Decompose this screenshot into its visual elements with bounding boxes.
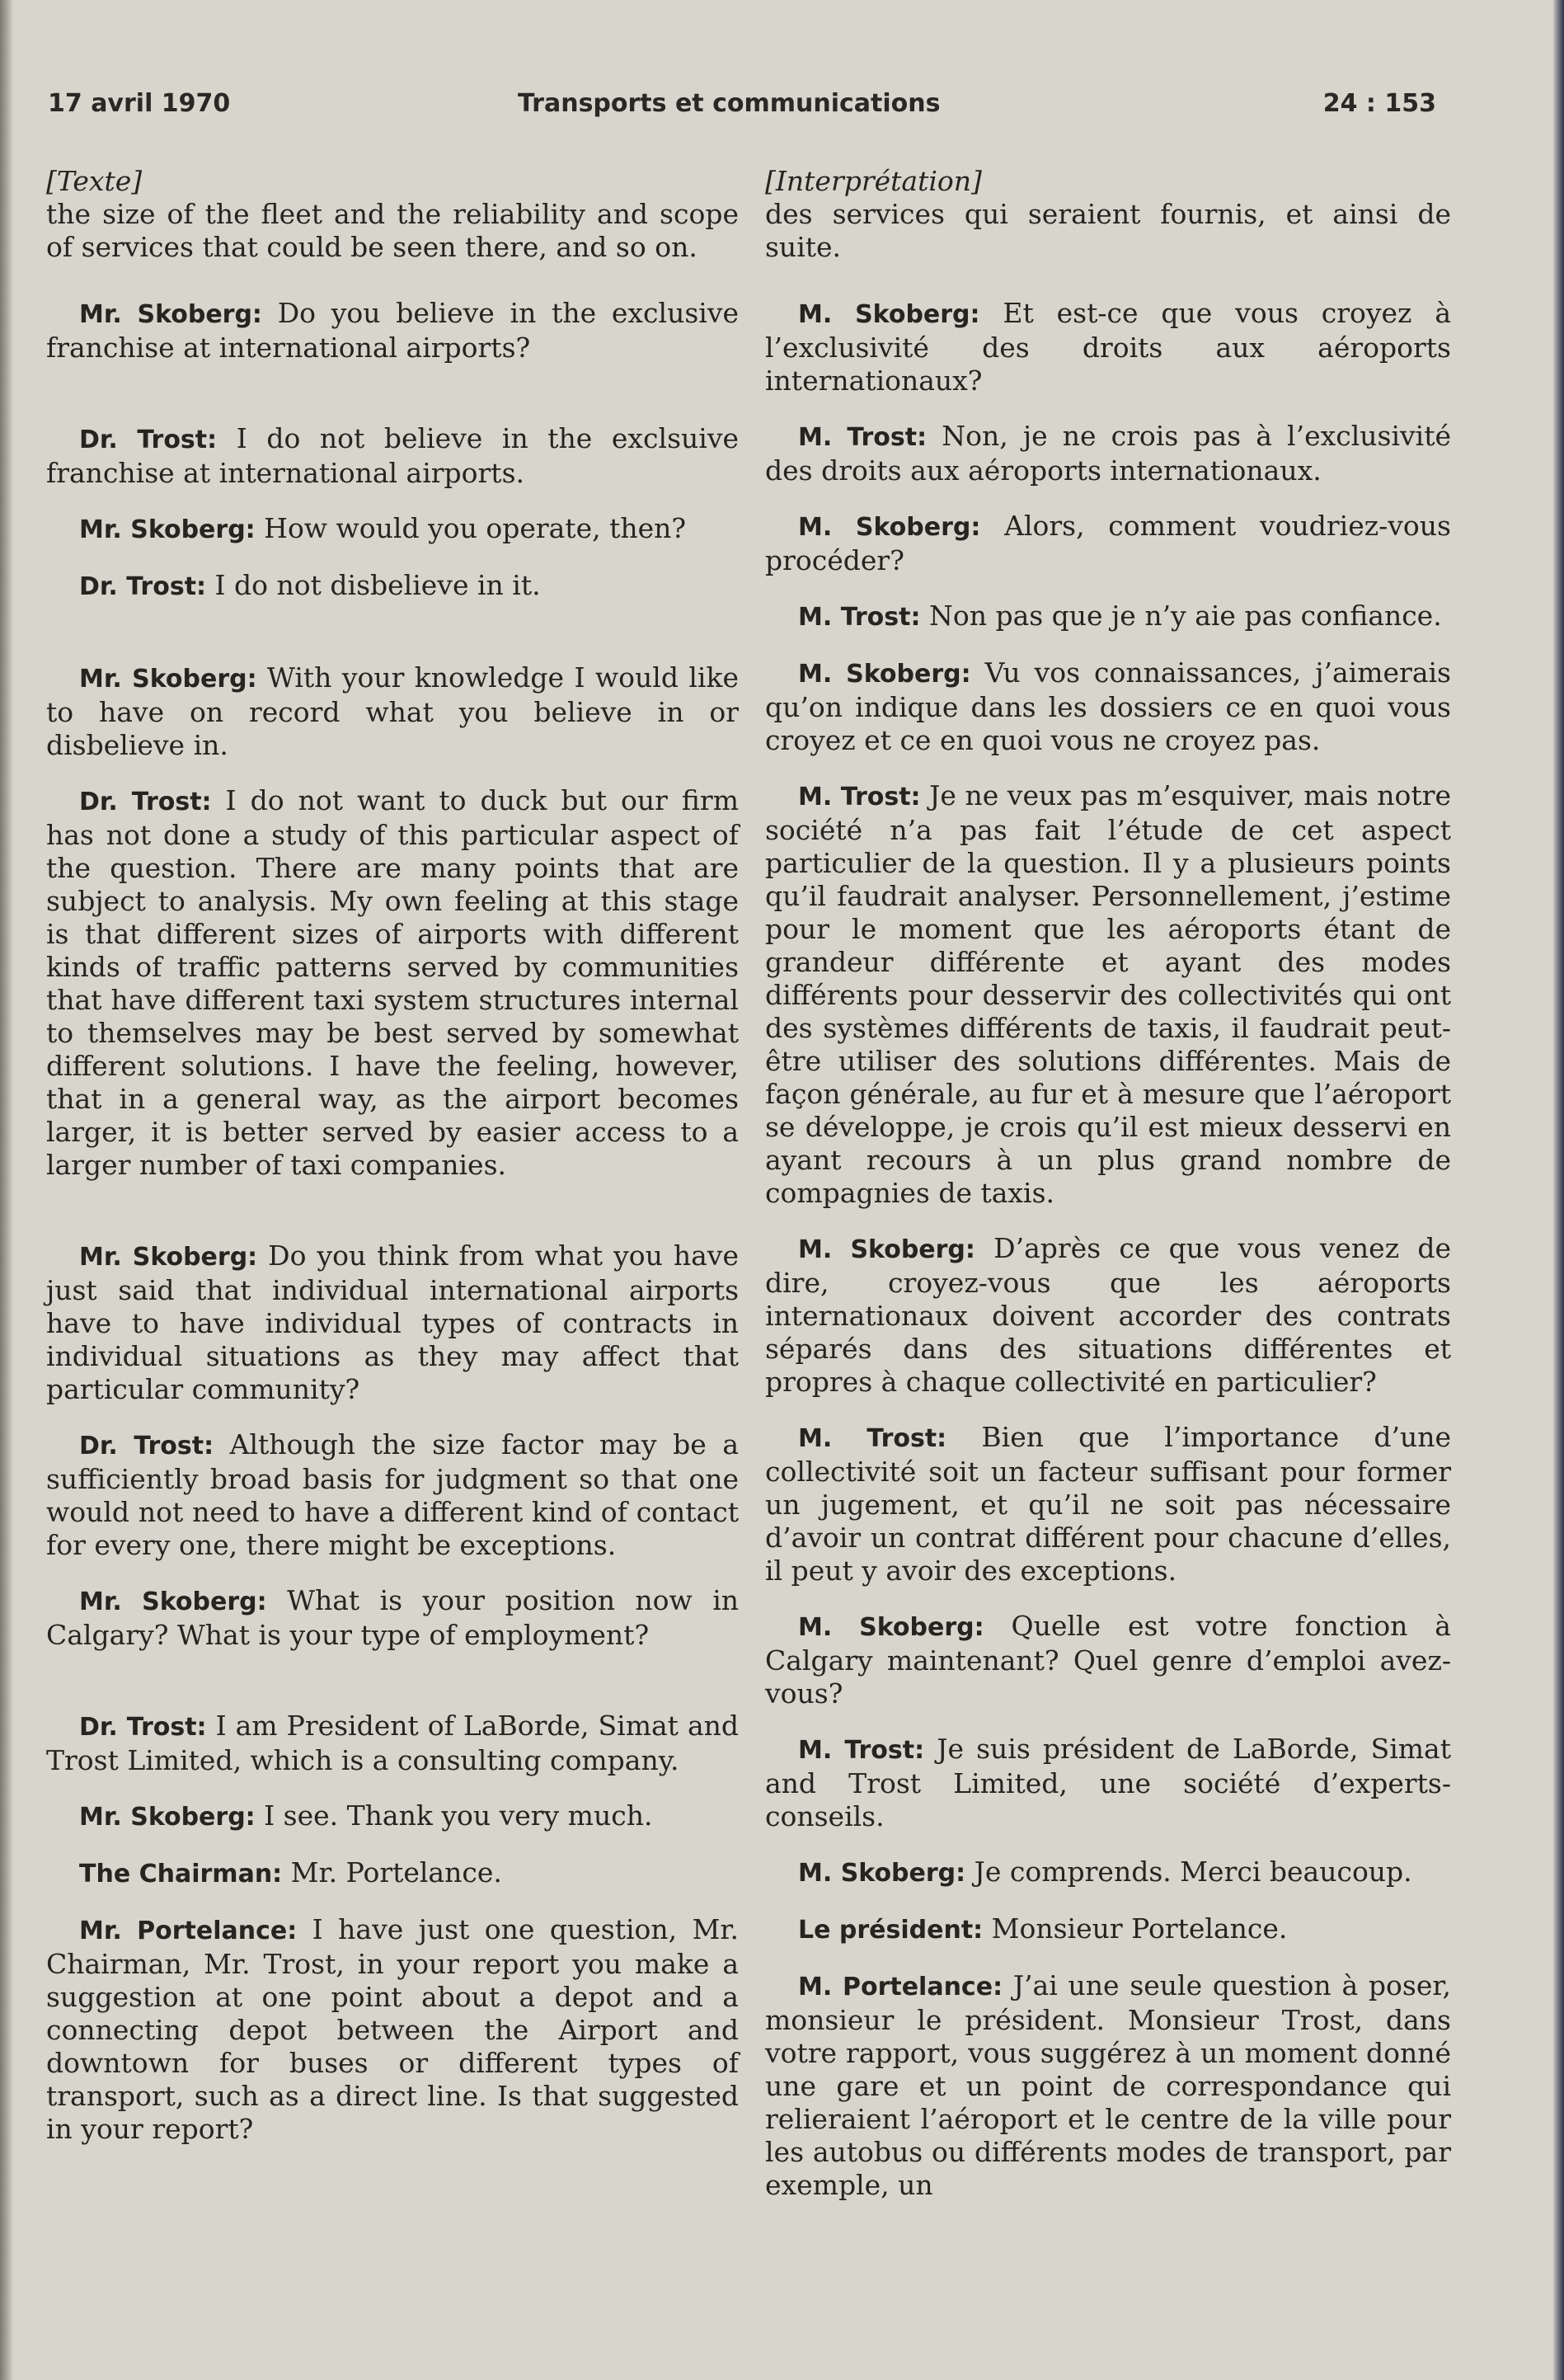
paragraph-text: D’après ce que vous venez de dire, croyez-vous que les aéroports internationaux doivent accorder des contrats séparés dans des situations différentes et propres à chaque collectivité en particulier? — [765, 1232, 1451, 1398]
speaker-name: Dr. Trost: — [79, 788, 212, 816]
paragraph-text: What is your position now in Calgary? What is your type of employment? — [46, 1584, 739, 1651]
paragraph-text: I do not believe in the exclsuive franchise at international airports. — [46, 422, 739, 489]
speaker-name: Le président: — [798, 1916, 984, 1945]
speaker-name: M. Skoberg: — [798, 300, 980, 329]
speaker-name: M. Trost: — [798, 1736, 925, 1765]
paragraph-text: Je suis président de LaBorde, Simat and Trost Limited, une société d’experts-conseils. — [765, 1733, 1451, 1832]
speaker-name: Mr. Skoberg: — [79, 1803, 256, 1832]
paragraph — [46, 1584, 739, 1652]
paragraph — [46, 1710, 739, 1777]
paragraph-text: Vu vos connaissances, j’aimerais qu’on indique dans les dossiers ce en quoi vous croyez et ce en quoi vous ne croyez pas. — [765, 656, 1451, 756]
paragraph-text: des services qui seraient fournis, et ainsi de suite. — [765, 198, 1451, 263]
page-header — [48, 89, 1436, 130]
paragraph — [46, 784, 739, 1182]
paragraph-text: J’ai une seule question à poser, monsieur le président. Monsieur Trost, dans votre rapport, vous suggérez à un moment donné une gare et un point de correspondance qui relieraient l’aéroport et le centre de la ville pour les autobus ou différents modes de transport, par exemple, un — [765, 1969, 1451, 2201]
paragraph-text: I do not disbelieve in it. — [206, 569, 541, 601]
paragraph — [46, 1799, 739, 1834]
paragraph — [765, 1912, 1451, 1947]
paragraph-text: Bien que l’importance d’une collectivité soit un facteur suffisant pour former un jugement, et qu’il ne soit pas nécessaire d’avoir un contrat différent pour chacune d’elles, il peut y avoir des exceptions. — [765, 1421, 1451, 1587]
speaker-name: M. Portelance: — [798, 1973, 1003, 2001]
speaker-name: M. Trost: — [798, 1424, 947, 1453]
french-column — [765, 165, 1451, 2224]
paragraph-text: I do not want to duck but our firm has not done a study of this particular aspect of the question. There are many points that are subject to analysis. My own feeling at this stage is that different sizes of airports with different kinds of traffic patterns served by communities that have different taxi system structures internal to themselves may be best served by somewhat different solutions. I have the feeling, however, that in a general way, as the airport becomes larger, it is better served by easier access to a larger number of taxi companies. — [46, 784, 739, 1181]
speaker-name: Dr. Trost: — [79, 572, 207, 601]
paragraph-text: Et est-ce que vous croyez à l’exclusivité des droits aux aéroports internationaux? — [765, 297, 1451, 397]
header-date: 17 avril 1970 — [48, 89, 231, 118]
header-page-number: 24 : 153 — [1322, 89, 1436, 118]
paragraph — [46, 661, 739, 762]
paragraph-text: Alors, comment voudriez-vous procéder? — [765, 510, 1451, 576]
speaker-name: M. Skoberg: — [798, 1859, 966, 1888]
header-title: Transports et communications — [518, 89, 941, 118]
paragraph — [46, 297, 739, 365]
paragraph — [765, 198, 1451, 264]
paragraph — [765, 1856, 1451, 1890]
speaker-name: Mr. Skoberg: — [79, 665, 257, 694]
paragraph-text: the size of the fleet and the reliability and scope of services that could be seen there, and so on. — [46, 198, 739, 263]
paragraph — [765, 1610, 1451, 1710]
speaker-name: Mr. Skoberg: — [79, 515, 256, 544]
speaker-name: Dr. Trost: — [79, 1432, 214, 1460]
paragraph-text: Do you think from what you have just said that individual international airports have to have individual types of contracts in individual situations as they may affect that particular community? — [46, 1239, 739, 1405]
paragraph-text: Do you believe in the exclusive franchise at international airports? — [46, 297, 739, 364]
paragraph-text: Quelle est votre fonction à Calgary maintenant? Quel genre d’emploi avez-vous? — [765, 1610, 1451, 1710]
paragraph-text: Non pas que je n’y aie pas confiance. — [920, 600, 1442, 632]
paragraph-text: How would you operate, then? — [255, 512, 687, 544]
paragraph-text: Je ne veux pas m’esquiver, mais notre société n’a pas fait l’étude de cet aspect particulier de la question. Il y a plusieurs points qu’il faudrait analyser. Personnellement, j’estime pour le moment que les aéroports étant de grandeur différente et ayant des modes différents pour desservir des collectivités qui ont des systèmes différents de taxis, il faudrait peut-être utiliser des solutions différentes. Mais de façon générale, au fur et à mesure que l’aéroport se développe, je crois qu’il est mieux desservi en ayant recours à un plus grand nombre de compagnies de taxis. — [765, 779, 1451, 1209]
paragraph-text: Mr. Portelance. — [282, 1856, 502, 1888]
paragraph-text: I see. Thank you very much. — [255, 1799, 653, 1832]
paragraph-text: Although the size factor may be a sufficiently broad basis for judgment so that one would not need to have a different kind of contact for every one, there might be exceptions. — [46, 1428, 739, 1561]
paragraph — [46, 1428, 739, 1562]
paragraph-text: Monsieur Portelance. — [983, 1912, 1288, 1945]
speaker-name: M. Trost: — [798, 783, 921, 811]
speaker-name: The Chairman: — [79, 1860, 283, 1888]
paragraph — [765, 1969, 1451, 2202]
paragraph — [765, 1733, 1451, 1833]
paragraph — [765, 779, 1451, 1210]
paragraph — [765, 420, 1451, 487]
paragraph-text: With your knowledge I would like to have on record what you believe in or disbelieve in. — [46, 661, 739, 761]
speaker-name: M. Skoberg: — [798, 513, 981, 542]
paragraph — [765, 1421, 1451, 1587]
paragraph-text: Non, je ne crois pas à l’exclusivité des droits aux aéroports internationaux. — [765, 420, 1451, 487]
speaker-name: Mr. Portelance: — [79, 1917, 298, 1945]
paragraph — [46, 512, 739, 547]
speaker-name: Mr. Skoberg: — [79, 1587, 267, 1616]
paragraph-text: I have just one question, Mr. Chairman, Mr. Trost, in your report you make a suggestion at one point about a depot and a connecting depot between the Airport and downtown for buses or different types of transport, such as a direct line. Is that suggested in your report? — [46, 1913, 739, 2145]
paragraph — [765, 600, 1451, 634]
paragraph — [765, 510, 1451, 577]
paragraph — [46, 198, 739, 264]
paragraph — [46, 422, 739, 490]
paragraph-text: Je comprends. Merci beaucoup. — [965, 1856, 1412, 1888]
speaker-name: M. Skoberg: — [798, 1235, 975, 1264]
page-binding-shadow — [0, 0, 13, 2380]
speaker-name: M. Skoberg: — [798, 660, 971, 689]
paragraph — [46, 1856, 739, 1891]
paragraph — [46, 569, 739, 604]
speaker-name: M. Trost: — [798, 603, 921, 632]
speaker-name: Mr. Skoberg: — [79, 1243, 258, 1272]
paragraph — [765, 297, 1451, 397]
paragraph — [765, 656, 1451, 757]
page-edge-shadow — [1552, 0, 1564, 2380]
paragraph-text: I am President of LaBorde, Simat and Trost Limited, which is a consulting company. — [46, 1710, 739, 1776]
english-column — [46, 165, 739, 2168]
paragraph — [46, 1239, 739, 1406]
paragraph — [765, 1232, 1451, 1399]
language-label: [Texte] — [46, 165, 143, 197]
language-label: [Interprétation] — [765, 165, 982, 197]
speaker-name: Dr. Trost: — [79, 1713, 207, 1742]
speaker-name: Dr. Trost: — [79, 426, 218, 454]
paragraph — [46, 1913, 739, 2146]
speaker-name: M. Skoberg: — [798, 1613, 984, 1642]
speaker-name: Mr. Skoberg: — [79, 300, 262, 329]
speaker-name: M. Trost: — [798, 423, 928, 452]
